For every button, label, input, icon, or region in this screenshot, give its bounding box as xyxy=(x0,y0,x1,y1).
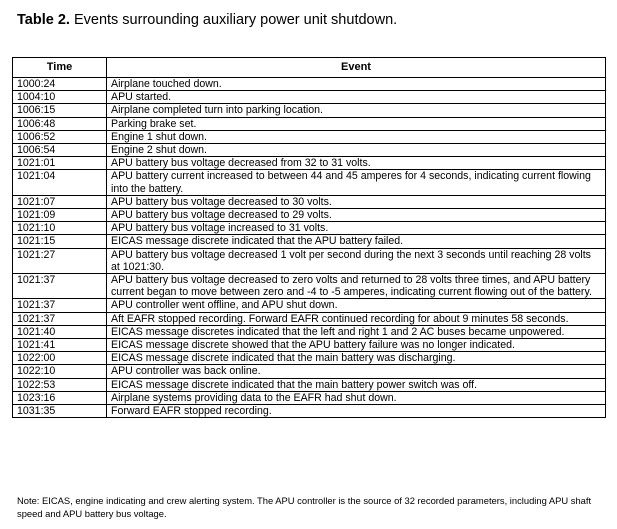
table-title-label: Table 2. xyxy=(17,12,70,28)
time-cell: 1022:10 xyxy=(13,365,107,378)
event-cell: APU started. xyxy=(107,91,606,104)
table-row xyxy=(13,170,606,195)
time-cell: 1006:15 xyxy=(13,104,107,117)
time-cell: 1021:09 xyxy=(13,209,107,222)
table-row xyxy=(13,352,606,365)
table-row xyxy=(13,391,606,404)
table-row xyxy=(13,235,606,248)
table-row xyxy=(13,130,606,143)
event-cell: APU battery bus voltage decreased 1 volt per second during the next 3 seconds until reaching 28 volts at 1021:30. xyxy=(107,248,606,273)
table-row xyxy=(13,274,606,299)
time-cell: 1000:24 xyxy=(13,78,107,91)
table-row xyxy=(13,91,606,104)
time-cell: 1021:37 xyxy=(13,312,107,325)
event-cell: APU battery current increased to between 44 and 45 amperes for 4 seconds, indicating current flowing into the battery. xyxy=(107,170,606,195)
time-cell: 1021:10 xyxy=(13,222,107,235)
table-row xyxy=(13,157,606,170)
event-cell: EICAS message discrete indicated that the main battery was discharging. xyxy=(107,352,606,365)
table-row xyxy=(13,209,606,222)
event-cell: Engine 2 shut down. xyxy=(107,144,606,157)
event-cell: APU controller was back online. xyxy=(107,365,606,378)
event-cell: Parking brake set. xyxy=(107,117,606,130)
time-cell: 1021:01 xyxy=(13,157,107,170)
table-row xyxy=(13,378,606,391)
table-row xyxy=(13,104,606,117)
table-row xyxy=(13,117,606,130)
time-cell: 1021:15 xyxy=(13,235,107,248)
table-row xyxy=(13,365,606,378)
event-cell: APU battery bus voltage decreased to zero volts and returned to 28 volts three times, and APU battery current began to move between zero and -4 to -5 amperes, indicating current flowing out of the battery. xyxy=(107,274,606,299)
table-note: Note: EICAS, engine indicating and crew alerting system. The APU controller is the source of 32 recorded parameters, including APU shaft speed and APU battery bus voltage. xyxy=(17,495,592,519)
time-cell: 1021:40 xyxy=(13,325,107,338)
time-cell: 1021:07 xyxy=(13,195,107,208)
table-header-row xyxy=(13,58,606,78)
time-cell: 1022:00 xyxy=(13,352,107,365)
time-cell: 1021:27 xyxy=(13,248,107,273)
event-cell: Airplane touched down. xyxy=(107,78,606,91)
event-cell: APU battery bus voltage decreased from 32 to 31 volts. xyxy=(107,157,606,170)
event-cell: Engine 1 shut down. xyxy=(107,130,606,143)
event-cell: EICAS message discrete indicated that the main battery power switch was off. xyxy=(107,378,606,391)
table-row xyxy=(13,405,606,418)
time-cell: 1031:35 xyxy=(13,405,107,418)
time-cell: 1004:10 xyxy=(13,91,107,104)
table-row xyxy=(13,339,606,352)
time-cell: 1023:16 xyxy=(13,391,107,404)
table-row xyxy=(13,222,606,235)
table-row xyxy=(13,312,606,325)
time-cell: 1006:54 xyxy=(13,144,107,157)
event-cell: EICAS message discretes indicated that the left and right 1 and 2 AC buses became unpowered. xyxy=(107,325,606,338)
event-cell: EICAS message discrete showed that the APU battery failure was no longer indicated. xyxy=(107,339,606,352)
table-row xyxy=(13,299,606,312)
table-title xyxy=(17,12,397,28)
event-cell: EICAS message discrete indicated that the APU battery failed. xyxy=(107,235,606,248)
table-row xyxy=(13,325,606,338)
header-event: Event xyxy=(107,58,606,78)
table-body xyxy=(13,78,606,418)
time-cell: 1021:04 xyxy=(13,170,107,195)
table-row xyxy=(13,195,606,208)
event-cell: Aft EAFR stopped recording. Forward EAFR continued recording for about 9 minutes 58 seconds. xyxy=(107,312,606,325)
event-cell: Airplane systems providing data to the EAFR had shut down. xyxy=(107,391,606,404)
event-cell: APU controller went offline, and APU shut down. xyxy=(107,299,606,312)
header-time: Time xyxy=(13,58,107,78)
event-cell: Forward EAFR stopped recording. xyxy=(107,405,606,418)
event-cell: APU battery bus voltage increased to 31 volts. xyxy=(107,222,606,235)
time-cell: 1021:37 xyxy=(13,274,107,299)
time-cell: 1021:37 xyxy=(13,299,107,312)
table-title-text: Events surrounding auxiliary power unit shutdown. xyxy=(73,12,398,28)
event-cell: APU battery bus voltage decreased to 29 volts. xyxy=(107,209,606,222)
table-row xyxy=(13,248,606,273)
event-cell: APU battery bus voltage decreased to 30 volts. xyxy=(107,195,606,208)
events-table xyxy=(12,57,606,418)
time-cell: 1006:48 xyxy=(13,117,107,130)
time-cell: 1022:53 xyxy=(13,378,107,391)
event-cell: Airplane completed turn into parking location. xyxy=(107,104,606,117)
table-row xyxy=(13,78,606,91)
time-cell: 1021:41 xyxy=(13,339,107,352)
table-row xyxy=(13,144,606,157)
time-cell: 1006:52 xyxy=(13,130,107,143)
